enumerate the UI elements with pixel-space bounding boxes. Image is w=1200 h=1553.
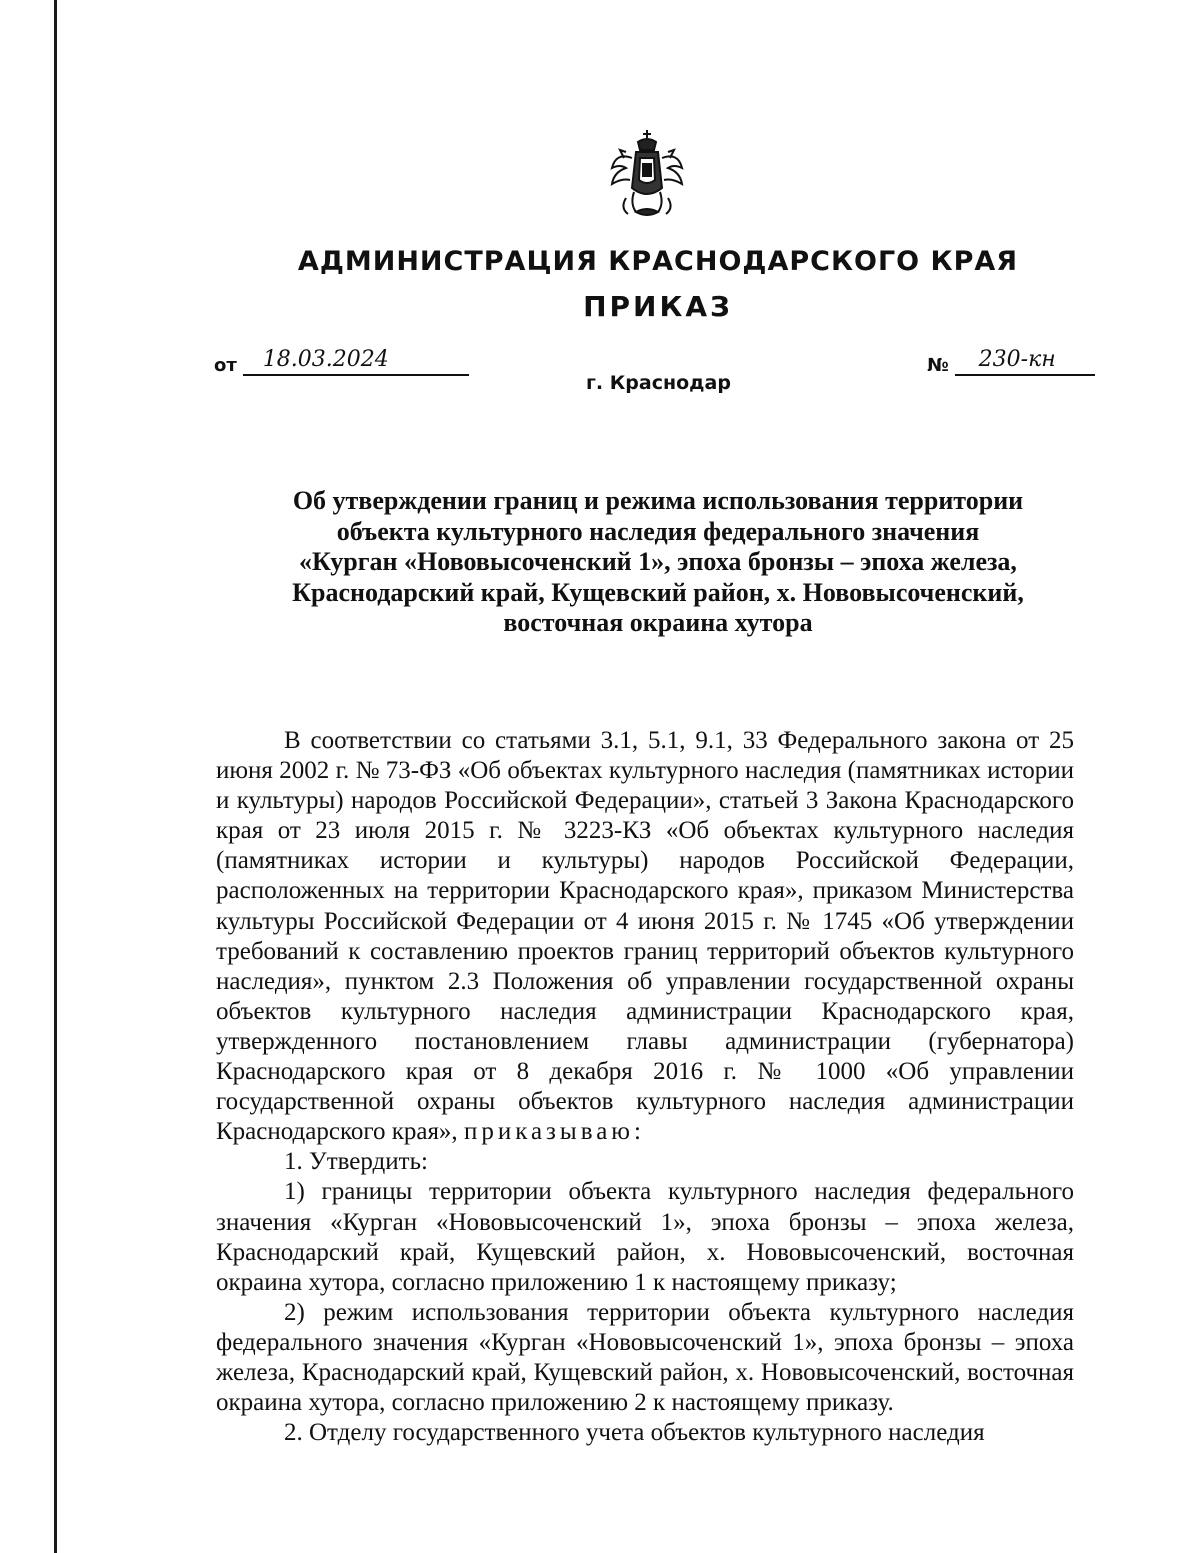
subject-line: восточная окраина хутора xyxy=(503,608,813,637)
order-word: приказываю: xyxy=(463,1118,645,1146)
document-date xyxy=(214,348,469,376)
preamble-text: В соответствии со статьями 3.1, 5.1, 9.1, 33 Федерального закона от 25 июня 2002 г. № 73-ФЗ «Об объектах культурного наследия (памятниках истории и культуры) народов Российской Федерации», статьей 3 Закона Краснодарского края от 23 июля 2015 г. № 3223-КЗ «Об объектах культурного наследия (памятниках истории и культуры) народов Российской Федерации, расположенных на территории Краснодарского края», приказом Министерства культуры Российской Федерации от 4 июня 2015 г. № 1745 «Об утверждении требований к составлению проектов границ территорий объектов культурного наследия», пунктом 2.3 Положения об управлении государственной охраны объектов культурного наследия администрации Краснодарского края, утвержденного постановлением главы администрации (губернатора) Краснодарского края от 8 декабря 2016 г. № 1000 «Об управлении государственной охраны объектов культурного наследия администрации Краснодарского края», xyxy=(216,727,1074,1146)
document-type-title: ПРИКАЗ xyxy=(583,290,733,323)
page-edge-line xyxy=(54,0,57,1553)
organization-title: АДМИНИСТРАЦИЯ КРАСНОДАРСКОГО КРАЯ xyxy=(297,246,1019,277)
subject-line: Краснодарский край, Кущевский район, х. Нововысоченский, xyxy=(292,577,1024,607)
document-body xyxy=(216,726,1074,1448)
date-prefix: от xyxy=(214,355,237,376)
subject-line: объекта культурного наследия федерального значения xyxy=(336,516,980,546)
preamble-paragraph xyxy=(216,726,1074,1147)
item-1: 1. Утвердить: xyxy=(284,1148,428,1176)
item-1-2: 2) режим использования территории объекта культурного наследия федерального значения «Курган «Нововысоченский 1», эпоха бронзы – эпоха железа, Краснодарский край, Кущевский район, х. Нововысоченский, восточная окраина хутора, согласно приложению 2 к настоящему приказу. xyxy=(216,1298,1074,1417)
subject-line: «Курган «Нововысоченский 1», эпоха бронзы – эпоха железа, xyxy=(299,547,1017,576)
handwritten-date: 18.03.2024 xyxy=(243,348,469,376)
coat-of-arms-icon xyxy=(606,128,688,220)
document-number xyxy=(927,348,1095,376)
city-label: г. Краснодар xyxy=(586,372,731,394)
item-1-1: 1) границы территории объекта культурного наследия федерального значения «Курган «Нововысоченский 1», эпоха бронзы – эпоха железа, Краснодарский край, Кущевский район, х. Нововысоченский, восточная окраина хутора, согласно приложению 1 к настоящему приказу; xyxy=(216,1178,1074,1296)
handwritten-number: 230-кн xyxy=(955,348,1095,376)
document-subject xyxy=(220,486,1096,639)
number-prefix: № xyxy=(927,355,949,376)
subject-line: Об утверждении границ и режима использования территории xyxy=(292,486,1024,515)
item-2: 2. Отделу государственного учета объектов культурного наследия xyxy=(284,1419,985,1447)
